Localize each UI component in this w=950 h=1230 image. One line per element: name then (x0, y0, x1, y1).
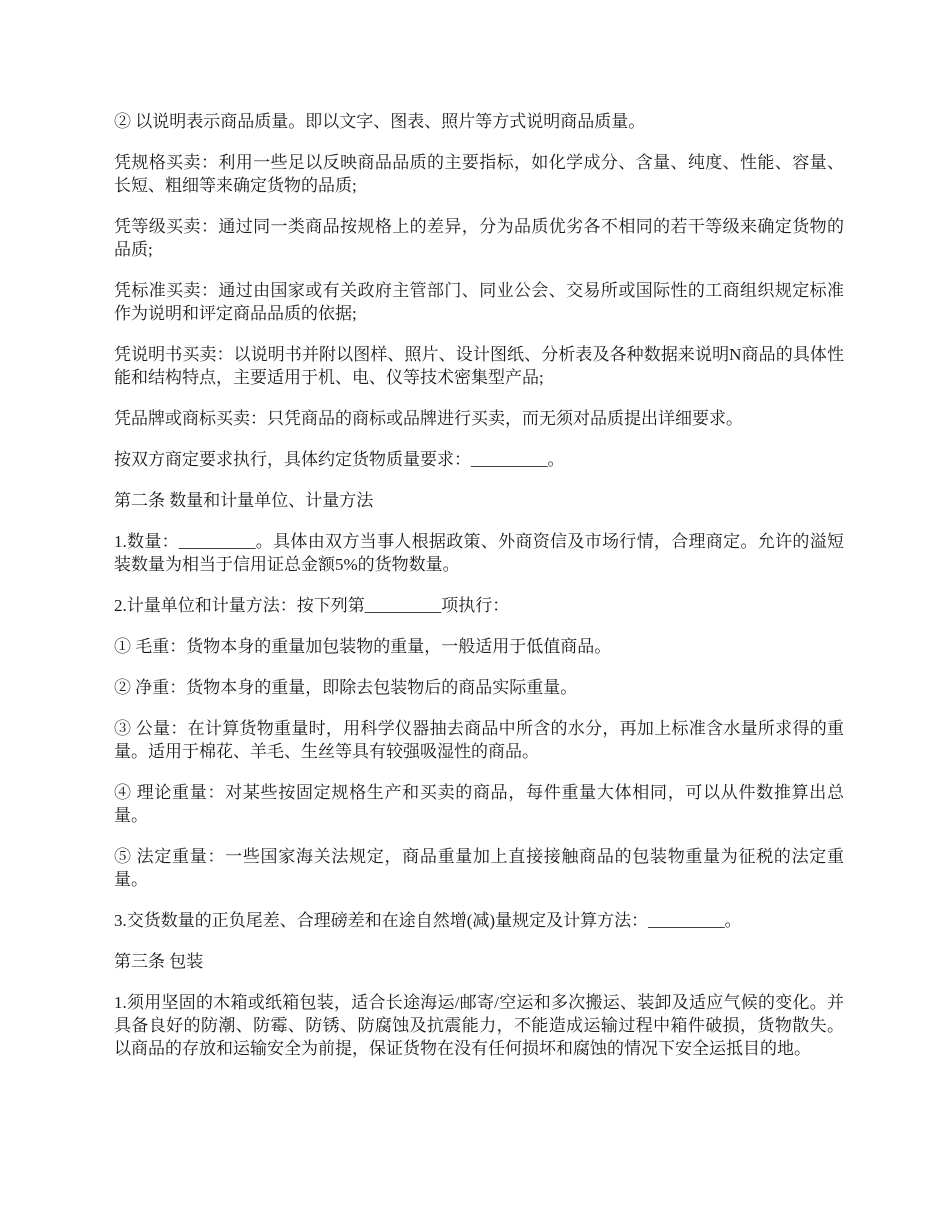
paragraph-agreed-quality: 按双方商定要求执行，具体约定货物质量要求：_________。 (114, 450, 565, 469)
paragraph-sale-by-grade: 凭等级买卖：通过同一类商品按规格上的差异，分为品质优劣各不相同的若干等级来确定货物的品质; (114, 217, 844, 259)
document-body (114, 110, 844, 1078)
paragraph-sale-by-specification: 凭规格买卖：利用一些足以反映商品品质的主要指标，如化学成分、含量、纯度、性能、容量、长短、粗细等来确定货物的品质; (114, 153, 844, 195)
paragraph-sale-by-standard: 凭标准买卖：通过由国家或有关政府主管部门、同业公会、交易所或国际性的工商组织规定标准作为说明和评定商品品质的依据; (114, 281, 844, 323)
paragraph-packaging-requirements: 1.须用坚固的木箱或纸箱包装，适合长途海运/邮寄/空运和多次搬运、装卸及适应气候的变化。并具备良好的防潮、防霉、防锈、防腐蚀及抗震能力，不能造成运输过程中箱件破损，货物散失。以商品的存放和运输安全为前提，保证货物在没有任何损坏和腐蚀的情况下安全运抵目的地。 (114, 993, 844, 1058)
paragraph-legal-weight: ⑤ 法定重量：一些国家海关法规定，商品重量加上直接接触商品的包装物重量为征税的法定重量。 (114, 847, 844, 889)
paragraph-net-weight: ② 净重：货物本身的重量，即除去包装物后的商品实际重量。 (114, 678, 578, 697)
paragraph-gross-weight: ① 毛重：货物本身的重量加包装物的重量，一般适用于低值商品。 (114, 637, 612, 656)
paragraph-sale-by-manual: 凭说明书买卖：以说明书并附以图样、照片、设计图纸、分析表及各种数据来说明N商品的具体性能和结构特点，主要适用于机、电、仪等技术密集型产品; (114, 345, 844, 387)
paragraph-measurement-method: 2.计量单位和计量方法：按下列第_________项执行： (114, 596, 510, 615)
paragraph-delivery-tolerance: 3.交货数量的正负尾差、合理磅差和在途自然增(减)量规定及计算方法：_________。 (114, 911, 742, 930)
paragraph-conditioned-weight: ③ 公量：在计算货物重量时，用科学仪器抽去商品中所含的水分，再加上标准含水量所求得的重量。适用于棉花、羊毛、生丝等具有较强吸湿性的商品。 (114, 719, 844, 761)
paragraph-quality-by-description: ② 以说明表示商品质量。即以文字、图表、照片等方式说明商品质量。 (114, 112, 646, 131)
section-heading-packaging: 第三条 包装 (114, 952, 204, 971)
paragraph-theoretical-weight: ④ 理论重量：对某些按固定规格生产和买卖的商品，每件重量大体相同，可以从件数推算出总量。 (114, 783, 844, 825)
paragraph-quantity: 1.数量：_________。具体由双方当事人根据政策、外商资信及市场行情，合理商定。允许的溢短装数量为相当于信用证总金额5%的货物数量。 (114, 532, 844, 574)
paragraph-sale-by-brand: 凭品牌或商标买卖：只凭商品的商标或品牌进行买卖，而无须对品质提出详细要求。 (114, 409, 743, 428)
section-heading-quantity: 第二条 数量和计量单位、计量方法 (114, 491, 374, 510)
